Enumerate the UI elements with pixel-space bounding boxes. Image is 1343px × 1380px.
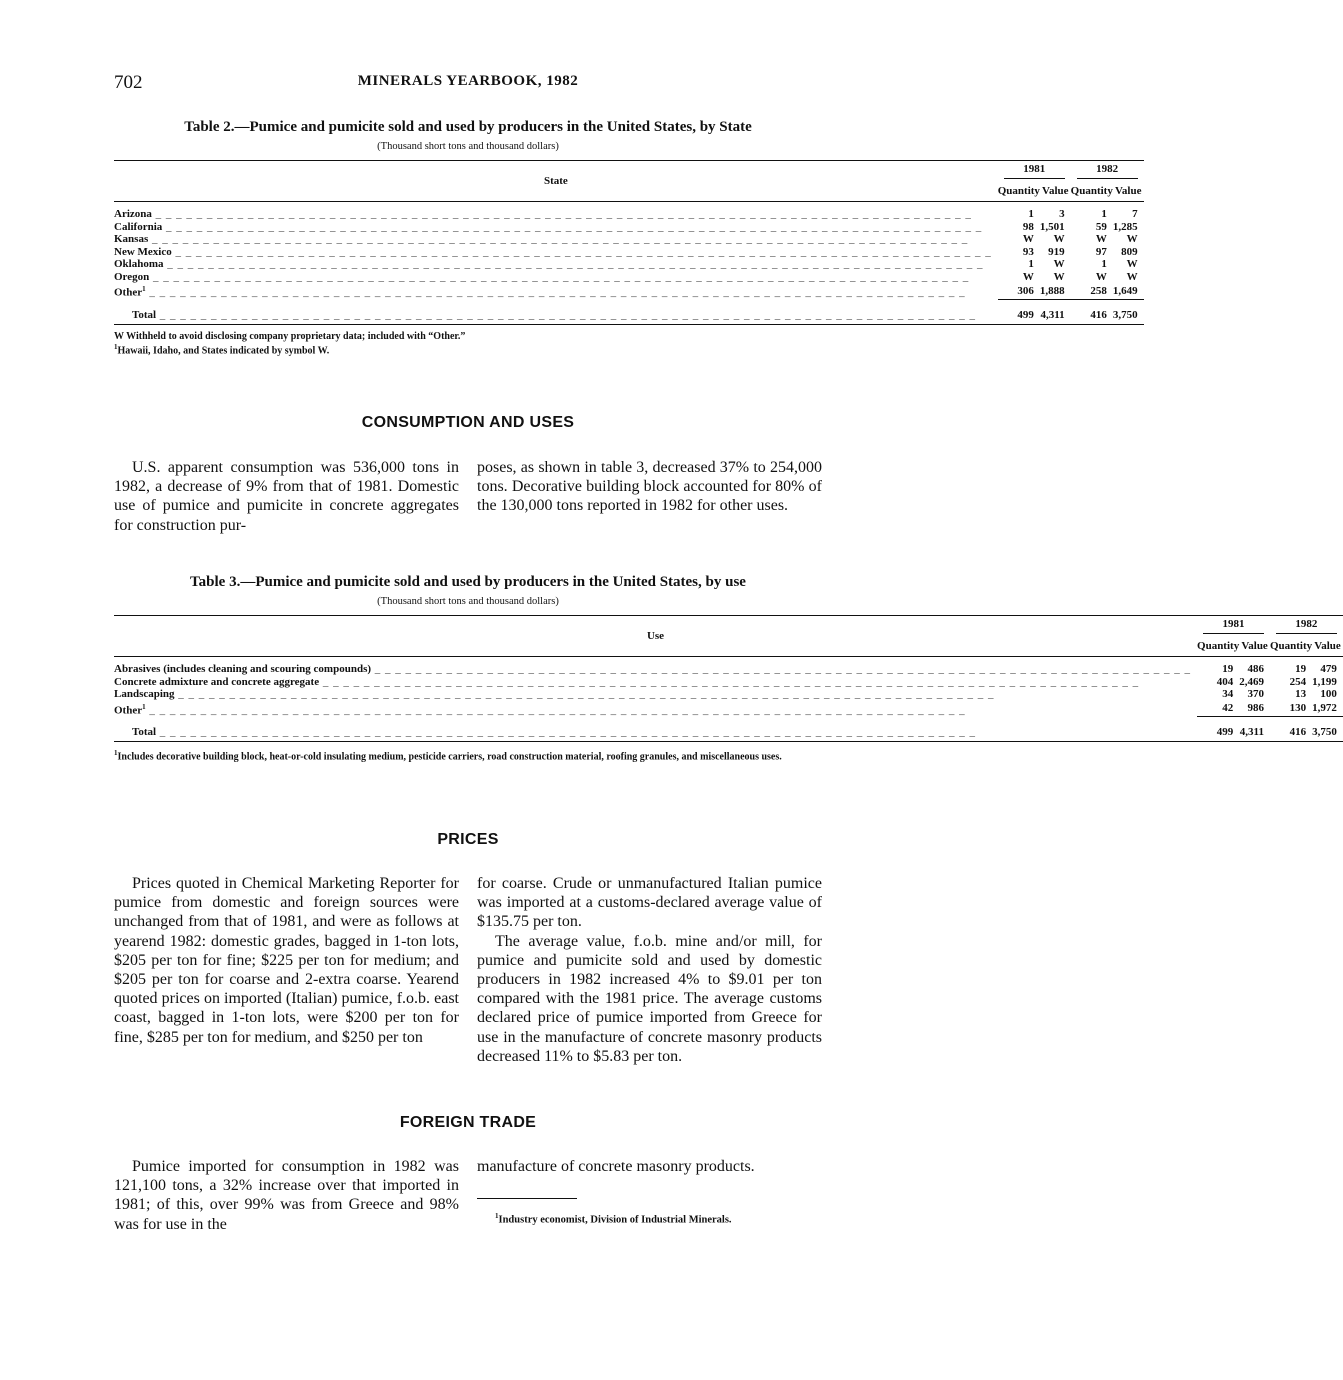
table-2-col-quantity-1981: Quantity [998,181,1040,202]
table-3-row-header: Use [114,616,1197,657]
table-3-total-row [114,723,1343,742]
table-2-cell: W [1053,233,1065,245]
table-3-row-label: Concrete admixture and concrete aggregate _ _ _ _ _ _ _ _ _ _ _ _ _ _ _ _ _ _ _ _ _ _ _ _ _ _ _ _ _ _ _ _ _ _ _ _ _ _ _ _ _ _ _ _ _ _ _ _ _ _ _ _ _ _ _ _ _ _ _ _ _ _ _ _ _ _ _ _ _ _ _ _ _ _ _ _ _ _ _ _ [114,675,1140,688]
foreign-trade-right-column [477,1157,822,1234]
table-2-cell: W [1126,258,1138,270]
table-3-col-value-1981: Value [1239,636,1270,657]
table-2-total-row [114,306,1144,325]
table-3-cell: 13 [1295,688,1307,700]
foreign-trade-text [114,1157,822,1234]
table-2-cell: 98 [1022,220,1034,233]
table-3-cell: 130 [1289,702,1307,715]
foreign-trade-heading: FOREIGN TRADE [399,1114,537,1131]
table-3-row [114,688,1343,701]
table-3-row [114,663,1343,676]
table-2-year-1981: 1981 [998,161,1071,182]
table-3-cell: 404 [1216,675,1234,688]
table-3-cell: 2,469 [1239,675,1264,688]
table-2-cell: 1,888 [1039,284,1065,297]
table-2-row-header: State [114,161,998,202]
table-2-cell: 809 [1121,245,1138,258]
table-3-total-cell: 416 [1289,726,1307,739]
table-2-col-value-1981: Value [1040,181,1071,202]
table-3-grid [114,615,1343,742]
table-3-year-1981: 1981 [1197,616,1270,637]
table-3-row [114,676,1343,689]
table-2-row-label: Oregon _ _ _ _ _ _ _ _ _ _ _ _ _ _ _ _ _ _ _ _ _ _ _ _ _ _ _ _ _ _ _ _ _ _ _ _ _ _ _ _ _ _ _ _ _ _ _ _ _ _ _ _ _ _ _ _ _ _ _ _ _ _ _ _ _ _ _ _ _ _ _ _ _ _ _ _ _ _ _ _ [114,270,970,283]
table-2-row-label: California _ _ _ _ _ _ _ _ _ _ _ _ _ _ _ _ _ _ _ _ _ _ _ _ _ _ _ _ _ _ _ _ _ _ _ _ _ _ _ _ _ _ _ _ _ _ _ _ _ _ _ _ _ _ _ _ _ _ _ _ _ _ _ _ _ _ _ _ _ _ _ _ _ _ _ _ _ _ _ _ [114,220,983,233]
table-2-footnotes [114,331,822,357]
table-3-subtitle: (Thousand short tons and thousand dollars) [377,596,559,607]
table-2-row [114,271,1144,284]
table-3-cell: 254 [1289,675,1307,688]
table-3-row-label: Abrasives (includes cleaning and scouring compounds) _ _ _ _ _ _ _ _ _ _ _ _ _ _ _ _ _ _ _ _ _ _ _ _ _ _ _ _ _ _ _ _ _ _ _ _ _ _ _ _ _ _ _ _ _ _ _ _ _ _ _ _ _ _ _ _ _ _ _ _ _ _ _ _ _ _ _ _ _ _ _ _ _ _ _ _ _ _ _ _ [114,663,1192,675]
prices-heading: PRICES [437,831,499,848]
table-2-total-label: Total _ _ _ _ _ _ _ _ _ _ _ _ _ _ _ _ _ _ _ _ _ _ _ _ _ _ _ _ _ _ _ _ _ _ _ _ _ _ _ _ _ _ _ _ _ _ _ _ _ _ _ _ _ _ _ _ _ _ _ _ _ _ _ _ _ _ _ _ _ _ _ _ _ _ _ _ _ _ _ _ [132,308,977,321]
table-2-year-1982: 1982 [1071,161,1144,182]
footnote-rule [477,1198,577,1199]
table-3-cell: 42 [1222,702,1234,715]
table-3-col-quantity-1982: Quantity [1270,636,1312,657]
prices-right-column [477,874,822,1066]
table-2-cell: 97 [1095,245,1107,258]
table-2-total-cell: 4,311 [1040,308,1065,321]
table-3-row-label: Other$^1$ _ _ _ _ _ _ _ _ _ _ _ _ _ _ _ _ _ _ _ _ _ _ _ _ _ _ _ _ _ _ _ _ _ _ _ _ _ _ _ _ _ _ _ _ _ _ _ _ _ _ _ _ _ _ _ _ _ _ _ _ _ _ _ _ _ _ _ _ _ _ _ _ _ _ _ _ _ _ _ _ [114,702,966,717]
table-2-row [114,221,1144,234]
table-3-year-1982: 1982 [1270,616,1343,637]
table-2-row-label: Kansas _ _ _ _ _ _ _ _ _ _ _ _ _ _ _ _ _ _ _ _ _ _ _ _ _ _ _ _ _ _ _ _ _ _ _ _ _ _ _ _ _ _ _ _ _ _ _ _ _ _ _ _ _ _ _ _ _ _ _ _ _ _ _ _ _ _ _ _ _ _ _ _ _ _ _ _ _ _ _ _ [114,233,969,245]
table-2-row-label: New Mexico _ _ _ _ _ _ _ _ _ _ _ _ _ _ _ _ _ _ _ _ _ _ _ _ _ _ _ _ _ _ _ _ _ _ _ _ _ _ _ _ _ _ _ _ _ _ _ _ _ _ _ _ _ _ _ _ _ _ _ _ _ _ _ _ _ _ _ _ _ _ _ _ _ _ _ _ _ _ _ _ [114,245,992,258]
table-3-total-label: Total _ _ _ _ _ _ _ _ _ _ _ _ _ _ _ _ _ _ _ _ _ _ _ _ _ _ _ _ _ _ _ _ _ _ _ _ _ _ _ _ _ _ _ _ _ _ _ _ _ _ _ _ _ _ _ _ _ _ _ _ _ _ _ _ _ _ _ _ _ _ _ _ _ _ _ _ _ _ _ _ [132,726,977,739]
table-3-cell: 34 [1222,688,1234,700]
consumption-text [114,458,822,535]
table-3-cell: 479 [1320,663,1337,675]
table-2-row-label: Oklahoma _ _ _ _ _ _ _ _ _ _ _ _ _ _ _ _ _ _ _ _ _ _ _ _ _ _ _ _ _ _ _ _ _ _ _ _ _ _ _ _ _ _ _ _ _ _ _ _ _ _ _ _ _ _ _ _ _ _ _ _ _ _ _ _ _ _ _ _ _ _ _ _ _ _ _ _ _ _ _ _ [114,258,984,270]
table-2-footnote-1: $^1$Hawaii, Idaho, and States indicated by symbol W. [114,343,330,357]
table-2-cell: W [1022,270,1034,283]
table-2-cell: W [1022,233,1034,245]
table-2-col-quantity-1982: Quantity [1071,181,1113,202]
table-2-title: Table 2.—Pumice and pumicite sold and used by producers in the United States, by State [184,119,752,135]
table-3-row-label: Landscaping _ _ _ _ _ _ _ _ _ _ _ _ _ _ _ _ _ _ _ _ _ _ _ _ _ _ _ _ _ _ _ _ _ _ _ _ _ _ _ _ _ _ _ _ _ _ _ _ _ _ _ _ _ _ _ _ _ _ _ _ _ _ _ _ _ _ _ _ _ _ _ _ _ _ _ _ _ _ _ _ [114,688,995,700]
table-3-cell: 486 [1247,663,1264,675]
table-2-cell: 258 [1090,284,1107,297]
prices-right-paragraph-1: for coarse. Crude or unmanufactured Italian pumice was imported at a customs-declared average value of $135.75 per ton. [477,875,822,931]
consumption-right-paragraph: poses, as shown in table 3, decreased 37% to 254,000 tons. Decorative building block accounted for 80% of the 130,000 tons reported in 1982 for other uses. [477,459,822,515]
table-3-cell: 19 [1222,663,1234,675]
table-2-row-label: Other$^1$ _ _ _ _ _ _ _ _ _ _ _ _ _ _ _ _ _ _ _ _ _ _ _ _ _ _ _ _ _ _ _ _ _ _ _ _ _ _ _ _ _ _ _ _ _ _ _ _ _ _ _ _ _ _ _ _ _ _ _ _ _ _ _ _ _ _ _ _ _ _ _ _ _ _ _ _ _ _ _ _ [114,285,966,299]
consumption-left-column [114,458,459,535]
table-3 [114,574,1341,763]
table-2-cell: W [1095,270,1107,283]
table-2-total-cell: 499 [1017,308,1034,321]
table-3-cell: 1,972 [1312,702,1337,715]
table-3-cell: 100 [1320,688,1337,700]
table-2-cell: W [1095,233,1107,245]
table-2-cell: 7 [1132,208,1138,220]
table-2-cell: 1 [1101,208,1107,220]
table-3-row [114,701,1343,717]
table-2-row-label: Arizona _ _ _ _ _ _ _ _ _ _ _ _ _ _ _ _ _ _ _ _ _ _ _ _ _ _ _ _ _ _ _ _ _ _ _ _ _ _ _ _ _ _ _ _ _ _ _ _ _ _ _ _ _ _ _ _ _ _ _ _ _ _ _ _ _ _ _ _ _ _ _ _ _ _ _ _ _ _ _ _ [114,208,972,220]
foreign-trade-left-column [114,1157,459,1234]
table-3-cell: 19 [1295,663,1307,675]
table-3-total-cell: 3,750 [1312,726,1337,739]
table-2-cell: 1 [1028,208,1034,220]
table-2-cell: 1,649 [1112,284,1138,297]
running-head [114,72,822,96]
table-2-row [114,258,1144,271]
prices-right-paragraph-2: The average value, f.o.b. mine and/or mill, for pumice and pumicite sold and used by domestic producers in 1982 increased 4% to $9.01 per ton compared with the 1981 price. The average customs declared price of pumice imported from Greece for use in the manufacture of concrete masonry products decreased 11% to $5.83 per ton. [477,932,822,1065]
table-2-cell: 1,501 [1039,220,1065,233]
table-2-row [114,208,1144,221]
table-2-footnote-w: W Withheld to avoid disclosing company proprietary data; included with “Other.” [114,330,466,342]
table-2-cell: W [1053,258,1065,270]
prices-left-paragraph: Prices quoted in Chemical Marketing Reporter for pumice from domestic and foreign sources were unchanged from that of 1981, and were as follows at yearend 1982: domestic grades, bagged in 1-ton lots, $205 per ton for fine; $225 per ton for medium; and $205 per ton for coarse and 2-extra coarse. Yearend quoted prices on imported (Italian) pumice, f.o.b. east coast, bagged in 1-ton lots, were $200 per ton for fine, $285 per ton for medium, and $250 per ton [114,875,459,1046]
table-3-footnote-1: $^1$Includes decorative building block, heat-or-cold insulating medium, pesticide carriers, road construction material, roofing granules, and miscellaneous uses. [114,749,782,763]
table-2-cell: 93 [1022,245,1034,258]
table-2-cell: 1 [1028,258,1034,270]
table-2-cell: 919 [1048,245,1065,258]
prices-left-column [114,874,459,1066]
table-2-row [114,283,1144,299]
table-3-total-cell: 499 [1216,726,1234,739]
table-3-cell: 986 [1247,702,1264,715]
table-3-footnotes [114,748,822,763]
table-2-grid [114,160,1144,325]
running-title: MINERALS YEARBOOK, 1982 [357,73,579,89]
table-2-cell: 3 [1059,208,1065,220]
table-2-cell: 1,285 [1112,220,1138,233]
table-2-row [114,233,1144,246]
consumption-heading: CONSUMPTION AND USES [361,414,575,431]
table-2-cell: W [1126,233,1138,245]
table-2-subtitle: (Thousand short tons and thousand dollars) [377,141,559,152]
foreign-trade-right-paragraph: manufacture of concrete masonry products. [477,1158,755,1175]
table-2-cell: 59 [1095,220,1107,233]
table-3-title: Table 3.—Pumice and pumicite sold and used by producers in the United States, by use [190,574,746,590]
consumption-right-column [477,458,822,535]
table-3-total-cell: 4,311 [1239,726,1264,739]
table-2-total-cell: 416 [1090,308,1107,321]
table-2-cell: 1 [1101,258,1107,270]
table-2-row [114,246,1144,259]
table-2-col-value-1982: Value [1113,181,1144,202]
table-3-cell: 1,199 [1312,675,1337,688]
prices-text [114,874,822,1066]
foreign-trade-left-paragraph: Pumice imported for consumption in 1982 was 121,100 tons, a 32% increase over that imported in 1981; of this, over 99% was from Greece and 98% was for use in the [114,1158,459,1233]
table-2-total-cell: 3,750 [1112,308,1138,321]
table-3-cell: 370 [1247,688,1264,700]
table-2 [114,119,1142,357]
table-3-col-value-1982: Value [1312,636,1343,657]
author-footnote: $^1$Industry economist, Division of Industrial Minerals. [495,1212,732,1226]
table-3-col-quantity-1981: Quantity [1197,636,1239,657]
table-2-cell: W [1053,270,1065,283]
consumption-left-paragraph: U.S. apparent consumption was 536,000 tons in 1982, a decrease of 9% from that of 1981. Domestic use of pumice and pumicite in concrete aggregates for construction pur- [114,459,459,534]
page-number: 702 [114,72,143,93]
table-2-cell: W [1126,270,1138,283]
table-2-cell: 306 [1017,284,1034,297]
